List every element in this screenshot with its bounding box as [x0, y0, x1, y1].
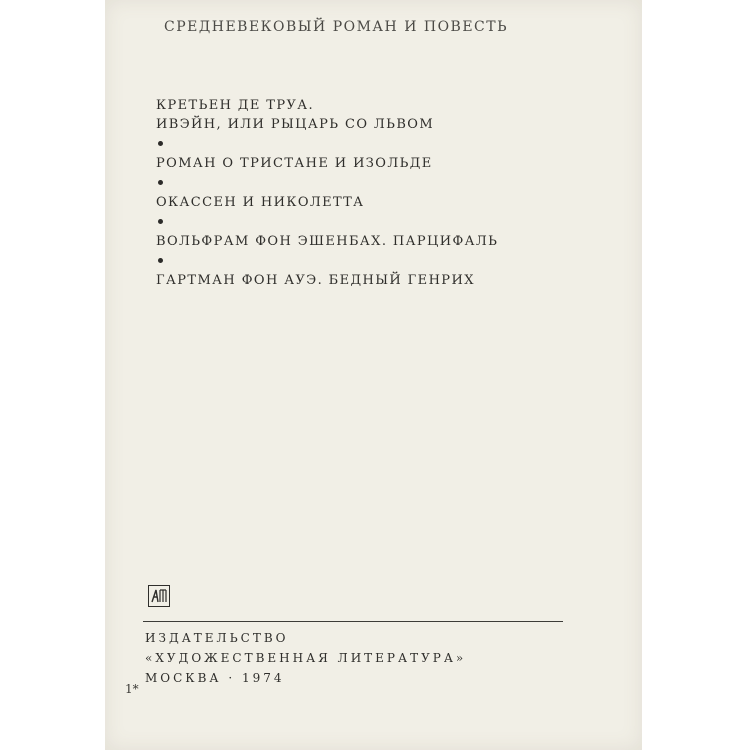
contents-entry	[156, 154, 616, 173]
contents-entry-line: КРЕТЬЕН ДЕ ТРУА.	[156, 98, 315, 113]
imprint-publisher-name: «ХУДОЖЕСТВЕННАЯ ЛИТЕРАТУРА»	[145, 651, 467, 665]
signature-mark: 1*	[125, 682, 139, 696]
publisher-mark-glyph	[150, 587, 168, 605]
imprint-block	[145, 628, 466, 688]
contents-entry	[156, 232, 616, 251]
bullet-icon	[158, 219, 163, 224]
series-title: СРЕДНЕВЕКОВЫЙ РОМАН И ПОВЕСТЬ	[164, 19, 509, 35]
contents-entry	[156, 96, 616, 134]
bullet-icon	[158, 258, 163, 263]
book-page	[105, 0, 642, 750]
bullet-icon	[158, 180, 163, 185]
imprint-city-year: МОСКВА · 1974	[145, 671, 285, 685]
bullet-icon	[158, 141, 163, 146]
contents-entry	[156, 271, 616, 290]
contents-entry-line: ГАРТМАН ФОН АУЭ. БЕДНЫЙ ГЕНРИХ	[156, 273, 475, 288]
imprint-divider	[143, 621, 563, 622]
contents-entry-line: РОМАН О ТРИСТАНЕ И ИЗОЛЬДЕ	[156, 156, 433, 171]
imprint-publisher-label: ИЗДАТЕЛЬСТВО	[145, 631, 289, 645]
contents-entry-line: ИВЭЙН, ИЛИ РЫЦАРЬ СО ЛЬВОМ	[156, 117, 435, 132]
contents-entry-line: ВОЛЬФРАМ ФОН ЭШЕНБАХ. ПАРЦИФАЛЬ	[156, 234, 499, 249]
contents-entry-line: ОКАССЕН И НИКОЛЕТТА	[156, 195, 365, 210]
contents-entry	[156, 193, 616, 212]
publisher-mark-icon	[148, 585, 170, 607]
contents-list	[156, 96, 616, 293]
